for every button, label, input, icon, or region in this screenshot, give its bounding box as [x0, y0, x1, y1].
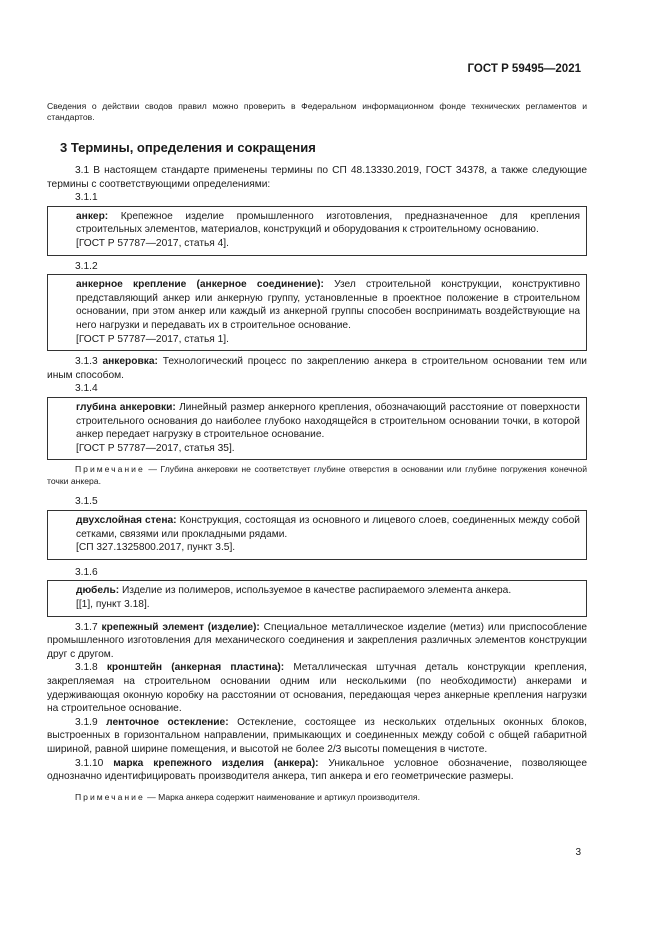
note-fastener-mark: Примечание — Марка анкера содержит наименование и артикул производителя.	[75, 791, 420, 802]
source-double-layer-wall: [СП 327.1325800.2017, пункт 3.5].	[76, 542, 236, 554]
definition-strip-glazing: Остекление, состоящее из нескольких отдельных оконных блоков, выстроенных в горизонтальном направлении, примыкающих и соединенных между собой с общей габаритной шириной, равной ширине помещения, и высотой не более 2/3 высоты помещения в чистоте.	[47, 716, 587, 755]
term-dowel: дюбель:	[76, 585, 120, 597]
term-anchor-fastening: анкерное крепление (анкерное соединение):	[76, 279, 324, 291]
term-double-layer-wall: двухслойная стена:	[76, 515, 177, 527]
definition-anchoring: Технологический процесс по закреплению анкера в строительном основании тем или иным способом.	[47, 356, 587, 381]
definition-double-layer-wall: Конструкция, состоящая из основного и лицевого слоев, соединенных между собой сетками, связями или прокладными рядами.	[76, 515, 580, 540]
paragraph-3-1: 3.1 В настоящем стандарте применены термины по СП 48.13330.2019, ГОСТ 34378, а также следующие термины с соответствующими определениями:	[47, 165, 587, 190]
document-code-header: ГОСТ Р 59495—2021	[467, 63, 581, 75]
term-number-3-1-6: 3.1.6	[75, 566, 98, 578]
term-box-anchor	[47, 206, 587, 256]
term-fastening-element: крепежный элемент (изделие):	[101, 621, 260, 633]
term-anchor: анкер:	[76, 210, 109, 222]
section-title: 3 Термины, определения и сокращения	[60, 140, 316, 155]
note-anchor-depth: Примечание — Глубина анкеровки не соответствует глубине отверстия в основании или глубине погружения конечной точки анкера.	[47, 464, 587, 486]
definition-anchor-fastening: Узел строительной конструкции, конструктивно представляющий анкер или анкерную группу, установленные в проектное положение в строительном основании, при этом анкер или каждый из анкерной группы способен воспринимать воздействующие на него нагрузки и передавать их в строительное основание.	[76, 279, 580, 331]
definition-bracket: Металлическая штучная деталь конструкции крепления, закрепляемая на строительном основании одним или несколькими (по необходимости) анкерами и удерживающая оконную коробку на расстоянии от основания, передающая через анкерные крепления нагрузки на строительное основание.	[47, 662, 587, 715]
paragraph-3-1-7: 3.1.7 крепежный элемент (изделие): Специальное металлическое изделие (метиз) или приспособление промышленного изготовления для механического соединения и закрепления различных элементов конструкции друг с другом.	[47, 621, 587, 660]
term-anchor-depth: глубина анкеровки:	[76, 401, 176, 413]
term-strip-glazing: ленточное остекление:	[106, 716, 229, 728]
term-box-dowel	[47, 580, 587, 616]
definition-dowel: Изделие из полимеров, используемое в качестве распираемого элемента анкера.	[119, 585, 512, 597]
intro-note	[47, 92, 587, 132]
source-anchor-fastening: [ГОСТ Р 57787—2017, статья 1].	[76, 333, 229, 345]
term-number-3-1-4: 3.1.4	[75, 383, 98, 395]
definition-anchor: Крепежное изделие промышленного изготовления, предназначенное для крепления строительных элементов, материалов, конструкций и оборудования к строительному основанию.	[76, 210, 580, 236]
page-number: 3	[575, 847, 581, 858]
term-box-double-layer-wall	[47, 510, 587, 560]
source-anchor-depth: [ГОСТ Р 57787—2017, статья 35].	[76, 442, 235, 454]
source-anchor: [ГОСТ Р 57787—2017, статья 4].	[76, 237, 229, 249]
term-box-anchor-depth	[47, 397, 587, 460]
paragraph-3-1-8: 3.1.8 кронштейн (анкерная пластина): Металлическая штучная деталь конструкции крепления, закрепляемая на строительном основании одним или несколькими (по необходимости) анкерами и удерживающая оконную коробку на расстоянии от основания, передающая через анкерные крепления нагрузки на строительное основание.	[47, 662, 587, 715]
term-fastener-mark: марка крепежного изделия (анкера):	[113, 757, 319, 769]
definition-fastener-mark: Уникальное условное обозначение, позволяющее однозначно идентифицировать производителя анкера, тип анкера и его геометрические размеры.	[47, 757, 587, 783]
paragraph-3-1-10: 3.1.10 марка крепежного изделия (анкера): Уникальное условное обозначение, позволяющее однозначно идентифицировать производителя анкера, тип анкера и его геометрические размеры.	[47, 757, 587, 783]
section-body	[47, 164, 587, 812]
term-bracket: кронштейн (анкерная пластина):	[106, 662, 285, 674]
term-anchoring: анкеровка:	[102, 356, 158, 368]
term-number-3-1-5: 3.1.5	[75, 496, 98, 508]
term-number-3-1-1: 3.1.1	[75, 192, 98, 204]
paragraph-3-1-3: 3.1.3 анкеровка: Технологический процесс по закреплению анкера в строительном основании тем или иным способом.	[47, 356, 587, 381]
intro-note-text: Сведения о действии сводов правил можно проверить в Федеральном информационном фонде технических регламентов и стандартов.	[47, 100, 587, 122]
source-dowel: [[1], пункт 3.18].	[76, 599, 150, 611]
definition-fastening-element: Специальное металлическое изделие (метиз) или приспособление промышленного изготовления для механического соединения и закрепления различных элементов конструкции друг с другом.	[47, 621, 587, 660]
paragraph-3-1-9: 3.1.9 ленточное остекление: Остекление, состоящее из нескольких отдельных оконных блоков, выстроенных в горизонтальном направлении, примыкающих и соединенных между собой с общей габаритной шириной, равной ширине помещения, и высотой не более 2/3 высоты помещения в чистоте.	[47, 716, 587, 755]
definition-anchor-depth: Линейный размер анкерного крепления, обозначающий расстояние от поверхности строительного основания до наиболее глубоко находящейся в строительном основании точки, в которой анкер передает нагрузку в строительное основание.	[76, 401, 580, 441]
term-number-3-1-2: 3.1.2	[75, 260, 98, 272]
term-box-anchor-fastening	[47, 274, 587, 351]
